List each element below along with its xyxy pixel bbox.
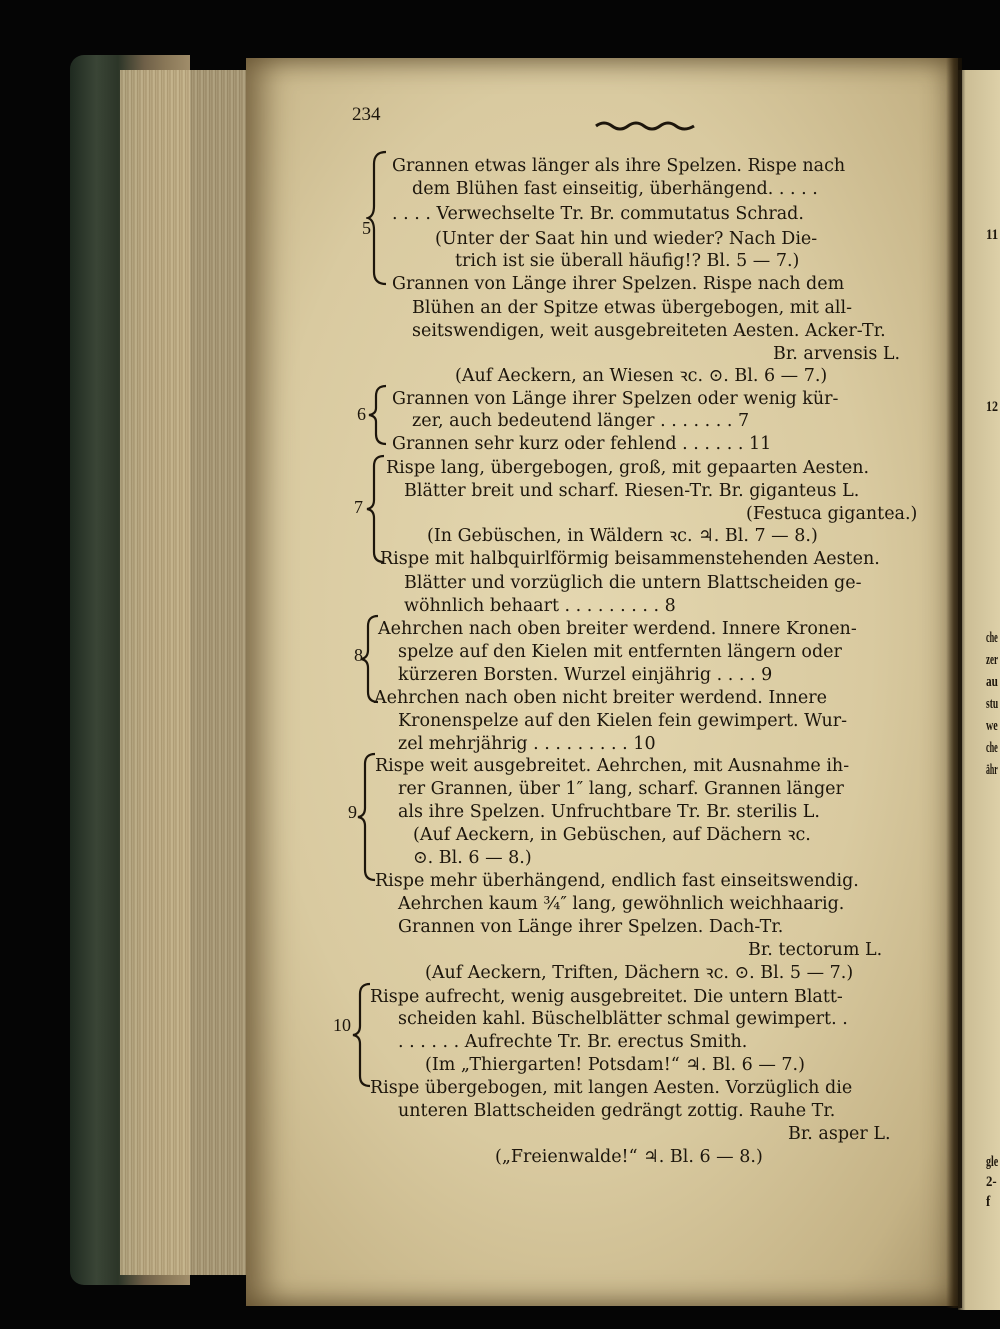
facing-fragment-f9: ähr — [986, 762, 998, 778]
facing-fragment-f2: 12 — [986, 399, 998, 415]
text-line-l10: (Auf Aeckern, an Wiesen ꝛc. ⊙. Bl. 6 — 7.) — [455, 366, 828, 386]
facing-fragment-f4: zer — [986, 652, 998, 668]
text-line-l32: Rispe mehr überhängend, endlich fast einseitswendig. — [375, 871, 859, 891]
text-line-l36: (Auf Aeckern, Triften, Dächern ꝛc. ⊙. Bl. 5 — 7.) — [425, 963, 854, 983]
text-line-l12: zer, auch bedeutend länger . . . . . . . 7 — [412, 411, 750, 431]
text-line-l19: Blätter und vorzüglich die untern Blattscheiden ge- — [404, 573, 862, 593]
text-line-l17: (In Gebüschen, in Wäldern ꝛc. ♃. Bl. 7 — 8.) — [427, 526, 818, 546]
text-line-l39: . . . . . . Aufrechte Tr. Br. erectus Smith. — [398, 1032, 748, 1052]
text-line-l5: trich ist sie überall häufig!? Bl. 5 — 7.) — [455, 251, 800, 271]
text-line-l35: Br. tectorum L. — [748, 940, 883, 960]
text-line-l4: (Unter der Saat hin und wieder? Nach Die- — [435, 229, 818, 249]
text-line-l15: Blätter breit und scharf. Riesen-Tr. Br. giganteus L. — [404, 481, 860, 501]
text-line-l29: als ihre Spelzen. Unfruchtbare Tr. Br. sterilis L. — [398, 802, 820, 822]
text-line-l25: Kronenspelze auf den Kielen fein gewimpert. Wur- — [398, 711, 848, 731]
facing-fragment-f7: we — [986, 718, 998, 734]
ornament-rule — [594, 118, 698, 132]
text-line-l11: Grannen von Länge ihrer Spelzen oder wenig kür- — [392, 389, 839, 409]
text-line-l16: (Festuca gigantea.) — [746, 504, 918, 524]
facing-fragment-f11: 2-f — [986, 1174, 997, 1210]
key-number-n9: 9 — [348, 802, 357, 822]
text-line-l42: unteren Blattscheiden gedrängt zottig. Rauhe Tr. — [398, 1101, 836, 1121]
text-line-l30: (Auf Aeckern, in Gebüschen, auf Dächern ꝛc. — [413, 825, 811, 845]
text-line-l2: dem Blühen fast einseitig, überhängend. . . . . — [412, 179, 818, 199]
brace-6 — [366, 384, 390, 446]
text-line-l26: zel mehrjährig . . . . . . . . . 10 — [398, 734, 656, 754]
text-line-l41: Rispe übergebogen, mit langen Aesten. Vorzüglich die — [370, 1078, 853, 1098]
facing-fragment-f6: stu — [986, 696, 999, 712]
text-line-l20: wöhnlich behaart . . . . . . . . . 8 — [404, 596, 676, 616]
text-line-l18: Rispe mit halbquirlförmig beisammenstehenden Aesten. — [380, 549, 880, 569]
text-line-l33: Aehrchen kaum ¾″ lang, gewöhnlich weichhaarig. — [398, 894, 845, 914]
text-line-l7: Blühen an der Spitze etwas übergebogen, mit all- — [412, 298, 853, 318]
facing-fragment-f10: gle — [986, 1154, 999, 1170]
page-gutter — [946, 58, 962, 1308]
text-line-l34: Grannen von Länge ihrer Spelzen. Dach-Tr. — [398, 917, 784, 937]
text-line-l22: spelze auf den Kielen mit entfernten längern oder — [398, 642, 842, 662]
text-line-l43: Br. asper L. — [788, 1124, 891, 1144]
facing-fragment-f5: au — [986, 674, 998, 690]
text-line-l8: seitswendigen, weit ausgebreiteten Aesten. Acker-Tr. — [412, 321, 886, 341]
text-line-l9: Br. arvensis L. — [773, 344, 901, 364]
text-line-l38: scheiden kahl. Büschelblätter schmal gewimpert. . — [398, 1009, 848, 1029]
text-line-l40: (Im „Thiergarten! Potsdam!“ ♃. Bl. 6 — 7.) — [425, 1055, 805, 1075]
text-line-l14: Rispe lang, übergebogen, groß, mit gepaarten Aesten. — [386, 458, 870, 478]
text-line-l24: Aehrchen nach oben nicht breiter werdend. Innere — [374, 688, 827, 708]
text-line-l44: („Freienwalde!“ ♃. Bl. 6 — 8.) — [495, 1147, 763, 1167]
key-number-n5: 5 — [362, 218, 371, 238]
text-line-l1: Grannen etwas länger als ihre Spelzen. Rispe nach — [392, 156, 846, 176]
text-line-l31: ⊙. Bl. 6 — 8.) — [413, 848, 532, 868]
text-line-l3: . . . . Verwechselte Tr. Br. commutatus Schrad. — [392, 204, 804, 224]
facing-fragment-f3: che — [986, 630, 998, 646]
facing-fragment-f8: che — [986, 740, 998, 756]
text-line-l13: Grannen sehr kurz oder fehlend . . . . . . 11 — [392, 434, 772, 454]
text-line-l28: rer Grannen, über 1″ lang, scharf. Grannen länger — [398, 779, 844, 799]
key-number-n6: 6 — [357, 404, 366, 424]
text-line-l27: Rispe weit ausgebreitet. Aehrchen, mit Ausnahme ih- — [375, 756, 850, 776]
key-number-n8: 8 — [354, 645, 363, 665]
text-line-l37: Rispe aufrecht, wenig ausgebreitet. Die untern Blatt- — [370, 987, 843, 1007]
key-number-n7: 7 — [354, 497, 363, 517]
page-edges — [120, 70, 250, 1275]
text-line-l6: Grannen von Länge ihrer Spelzen. Rispe nach dem — [392, 274, 845, 294]
text-line-l23: kürzeren Borsten. Wurzel einjährig . . . . 9 — [398, 665, 773, 685]
facing-fragment-f1: 11 — [986, 227, 999, 243]
text-line-l21: Aehrchen nach oben breiter werdend. Innere Kronen- — [378, 619, 857, 639]
key-number-n10: 10 — [333, 1015, 351, 1035]
page-number: 234 — [352, 104, 381, 125]
